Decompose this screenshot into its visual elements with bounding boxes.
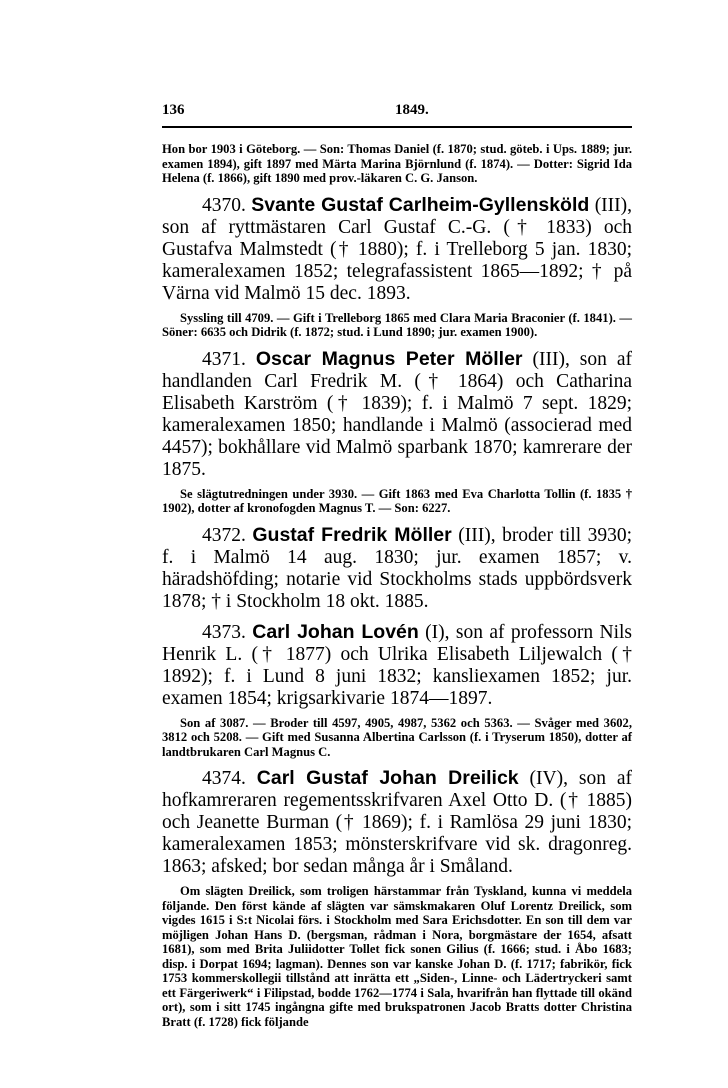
entry-number: 4370. — [202, 194, 246, 216]
person-name: Carl Gustaf Johan Dreilick — [256, 767, 519, 789]
entry-text: (III), broder till 3930; f. i Malmö 14 aug. 1830; jur. examen 1857; v. häradshöfding; notarie vid Stockholms stads uppbördsverk 1878; † i Stockholm 18 okt. 1885. — [162, 524, 633, 612]
entry-text: (III), son af handlanden Carl Fredrik M. († 1864) och Catharina Elisabeth Karström († 1839); f. i Malmö 7 sept. 1829; kameralexamen 1850; handlande i Malmö (associerad med 4457); bokhållare vid Malmö sparbank 1870; kamrerare der 1875. — [162, 348, 633, 480]
person-name: Gustaf Fredrik Möller — [252, 523, 452, 546]
page-number: 136 — [162, 102, 185, 118]
entry-4371 — [162, 348, 632, 481]
person-name: Svante Gustaf Carlheim-Gyllensköld — [251, 193, 590, 216]
entry-4373 — [162, 621, 632, 710]
note-paragraph: Om slägten Dreilick, som troligen härstammar från Tyskland, kunna vi meddela följande. Den först kände af slägten var sämskmakaren Oluf Lorentz Dreilick, som vigdes 1615 i S:t Nicolai förs. i Stockholm med Sara Erichsdotter. En son till dem var möjligen Johan Hans D. (bergsman, rådman i Nora, borgmästare der 1654, afsatt 1681), som med Brita Juliidotter Tollet fick sonen Gilius (f. 1666; stud. i Åbo 1683; disp. i Dorpat 1694; lagman). Dennes son var kanske Johan D. (f. 1717; fabrikör, fick 1753 kommerskollegii tillstånd att inrätta ett „Siden-, Linne- och Lädertryckeri samt ett Färgeriwerk“ i Filipstad, bodde 1762—1774 i Sala, hvarifrån han flyttade till okänd ort), som i sitt 1745 ingångna gifte med brukspatronen Jacob Bratts dotter Christina Bratt (f. 1728) fick följande — [162, 884, 632, 1029]
entry-number: 4373. — [202, 621, 246, 643]
book-page — [162, 96, 632, 1029]
running-head-year: 1849. — [395, 102, 429, 118]
entry-4370 — [162, 194, 632, 305]
page-header — [162, 96, 632, 128]
note-paragraph: Syssling till 4709. — Gift i Trelleborg 1865 med Clara Maria Braconier (f. 1841). — Söner: 6635 och Didrik (f. 1872; stud. i Lund 1890; jur. examen 1900). — [162, 310, 632, 339]
person-name: Oscar Magnus Peter Möller — [255, 347, 523, 370]
entry-4374 — [162, 767, 632, 878]
entry-number: 4372. — [202, 524, 246, 546]
entry-number: 4371. — [202, 348, 246, 370]
note-paragraph: Hon bor 1903 i Göteborg. — Son: Thomas Daniel (f. 1870; stud. göteb. i Ups. 1889; jur. examen 1894), gift 1897 med Märta Marina Björnlund (f. 1874). — Dotter: Sigrid Ida Helena (f. 1866), gift 1890 med prov.-läkaren C. G. Janson. — [162, 142, 632, 185]
entry-text: (IV), son af hofkamreraren regementsskrifvaren Axel Otto D. († 1885) och Jeanette Burman († 1869); f. i Ramlösa 29 juni 1830; kameralexamen 1853; mönsterskrifvare vid sk. dragonreg. 1863; afsked; bor sedan många år i Småland. — [162, 768, 632, 877]
entry-text: (III), son af ryttmästaren Carl Gustaf C.-G. († 1833) och Gustafva Malmstedt († 1880); f. i Trelleborg 5 jan. 1830; kameralexamen 1852; telegrafassistent 1865—1892; † på Värna vid Malmö 15 dec. 1893. — [162, 194, 633, 304]
note-paragraph: Son af 3087. — Broder till 4597, 4905, 4987, 5362 och 5363. — Svåger med 3602, 3812 och 5208. — Gift med Susanna Albertina Carlsson (f. i Tryserum 1850), dotter af landtbrukaren Carl Magnus C. — [162, 715, 632, 759]
entry-4372 — [162, 524, 632, 613]
person-name: Carl Johan Lovén — [252, 620, 419, 643]
entry-number: 4374. — [202, 768, 246, 789]
entry-text: (I), son af professorn Nils Henrik L. († 1877) och Ulrika Elisabeth Liljewalch († 1892); f. i Lund 8 juni 1832; kansliexamen 1852; jur. examen 1854; krigsarkivarie 1874—1897. — [162, 621, 632, 709]
note-paragraph: Se slägtutredningen under 3930. — Gift 1863 med Eva Charlotta Tollin (f. 1835 † 1902), dotter af kronofogden Magnus T. — Son: 6227. — [162, 486, 632, 515]
